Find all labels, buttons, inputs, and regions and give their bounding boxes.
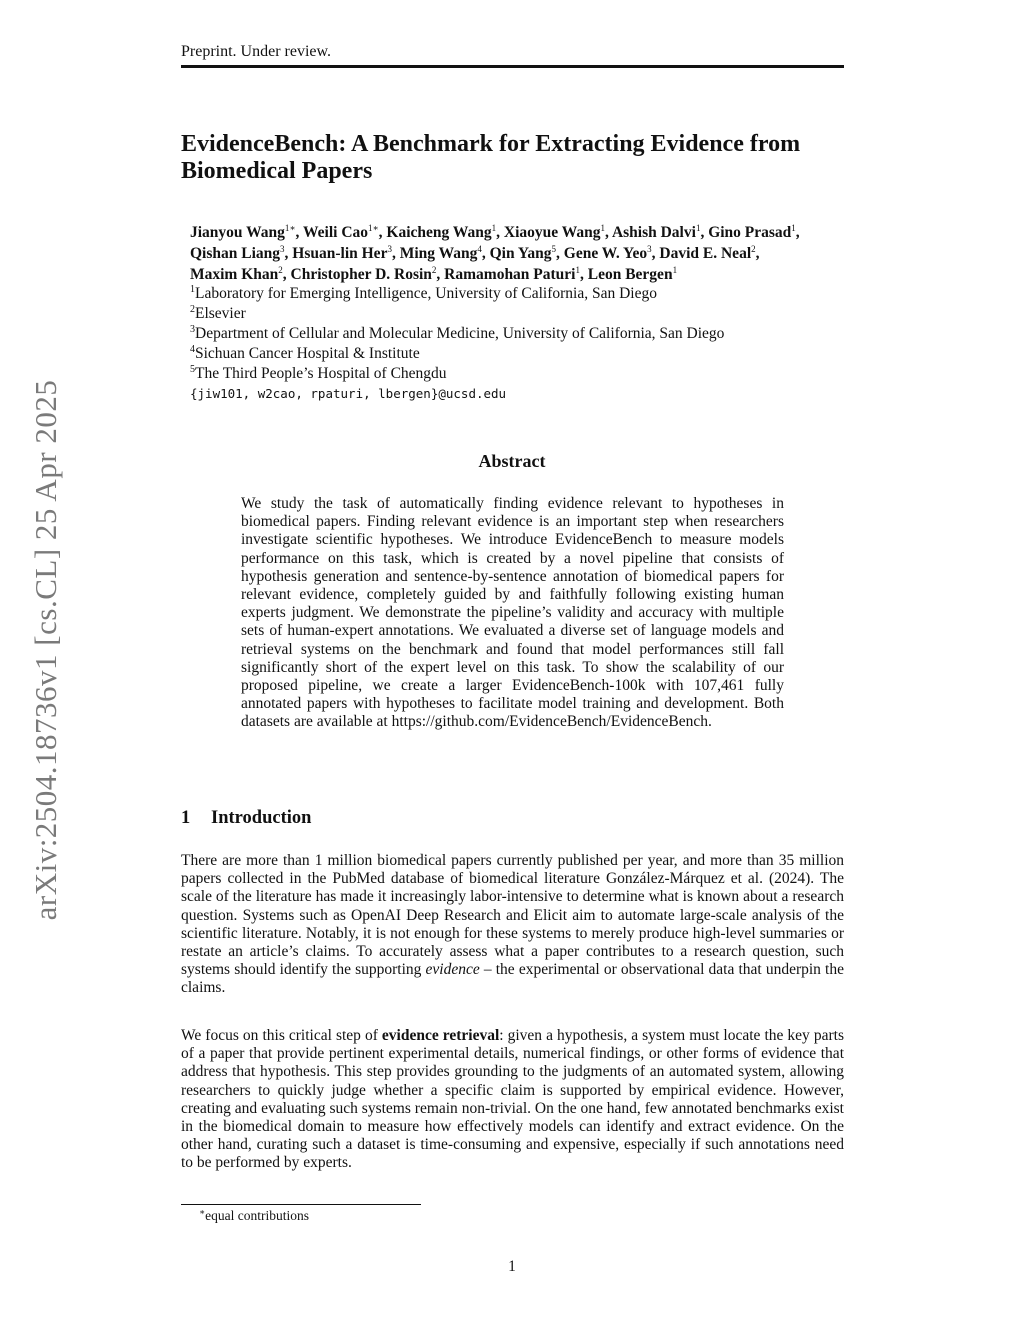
bold-evidence-retrieval: evidence retrieval (381, 1027, 500, 1044)
author: Leon Bergen$^1$ (587, 265, 678, 283)
author: Ramamohan Paturi$^1$, (444, 265, 584, 283)
author: Jianyou Wang$^{1∗}$, (190, 223, 300, 241)
arxiv-side-stamp: arXiv:2504.18736v1 [cs.CL] 25 Apr 2025 (28, 379, 63, 921)
abstract-text: We study the task of automatically finding evidence relevant to hypotheses in biomedical papers. Finding relevant evidence is an important step when researchers investigate scientific hypotheses. We introduce EvidenceBench to measure models performance on this task, which is created by a novel pipeline that consists of hypothesis generation and sentence-by-sentence annotation of biomedical papers for relevant evidence, completely guided by and faithfully following existing human experts judgment. We demonstrate the pipeline’s validity and accuracy with multiple sets of human-expert annotations. We evaluated a diverse set of language models and retrieval systems on the benchmark and found that model performances still fall significantly short of the expert level on this task. To show the scalability of our proposed pipeline, we create a larger EvidenceBench-100k with 107,461 fully annotated papers with hypotheses to facilitate model training and development. Both datasets are available at https://github.com/EvidenceBench/EvidenceBench. (241, 495, 784, 731)
affiliation: $^3$Department of Cellular and Molecular Medicine, University of California, San Diego (190, 324, 725, 342)
author: Weili Cao$^{1∗}$, (303, 223, 383, 241)
affiliation: $^2$Elsevier (190, 304, 246, 322)
author: Hsuan-lin Her$^3$, (292, 244, 396, 262)
author: Ming Wang$^4$, (399, 244, 486, 262)
emphasis-evidence: evidence (425, 961, 480, 979)
author: Gino Prasad$^1$, (708, 223, 800, 241)
author: Gene W. Yeo$^3$, (563, 244, 656, 262)
footnote: ∗equal contributions (199, 1207, 309, 1223)
intro-paragraph-2: We focus on this critical step of evidence retrieval: given a hypothesis, a system must locate the key parts of a paper that provide pertinent experimental details, numerical findings, or other forms of evidence that address that hypothesis. This step provides grounding to the judgments of an automated system, allowing researchers to quickly judge whether a specific claim is supported by empirical evidence. However, creating and evaluating such systems remain non-trivial. On the one hand, few annotated benchmarks exist in the biomedical domain to measure how effectively models can identify and extract evidence. On the other hand, curating such a dataset is time-consuming and expensive, especially if such annotations need to be performed by experts. (181, 1027, 844, 1172)
affiliation-list (190, 284, 890, 384)
author: Christopher D. Rosin$^2$, (290, 265, 441, 283)
page-number: 1 (508, 1258, 516, 1275)
author-emails: {jiw101, w2cao, rpaturi, lbergen}@ucsd.edu (190, 386, 507, 401)
author: Kaicheng Wang$^1$, (386, 223, 501, 241)
author: Maxim Khan$^2$, (190, 265, 287, 283)
author: Xiaoyue Wang$^1$, (503, 223, 609, 241)
author: David E. Neal$^2$, (659, 244, 760, 262)
author: Qin Yang$^5$, (489, 244, 560, 262)
intro-paragraph-1: There are more than 1 million biomedical papers currently published per year, and more than 35 million papers collected in the PubMed database of biomedical literature González-Márquez et al. (2024). The scale of the literature has made it increasingly labor-intensive to determine what is known about a research question. Systems such as OpenAI Deep Research and Elicit aim to automate large-scale analysis of the scientific literature. Notably, it is not enough for these systems to merely produce high-level summaries or restate an article’s claims. To accurately assess what a paper contributes to a research question, such systems should identify the supporting evidence – the experimental or observational data that underpin the claims. (181, 852, 844, 997)
section-number: 1 (181, 808, 191, 828)
affiliation: $^4$Sichuan Cancer Hospital & Institute (190, 344, 420, 362)
footnote-rule (181, 1204, 421, 1205)
author: Ashish Dalvi$^1$, (611, 223, 705, 241)
section-title: Introduction (211, 808, 312, 828)
paper-title: EvidenceBench: A Benchmark for Extracting Evidence from Biomedical Papers (181, 131, 801, 184)
affiliation: $^5$The Third People’s Hospital of Chengdu (190, 364, 447, 382)
affiliation: $^1$Laboratory for Emerging Intelligence, University of California, San Diego (190, 284, 657, 302)
running-header: Preprint. Under review. (181, 43, 332, 60)
section-heading-introduction (181, 808, 311, 829)
header-rule (181, 65, 844, 68)
abstract-heading: Abstract (478, 451, 546, 471)
author: Qishan Liang$^3$, (190, 244, 289, 262)
author-list (190, 222, 900, 285)
